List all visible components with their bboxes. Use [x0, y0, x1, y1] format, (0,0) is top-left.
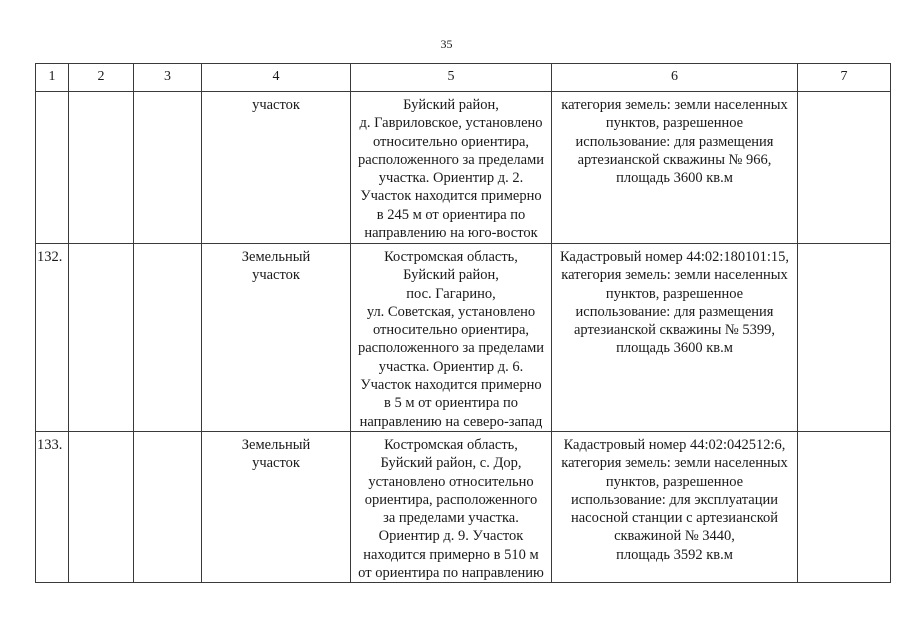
characteristics-line: площадь 3600 кв.м: [616, 170, 733, 187]
location-line: Участок находится примерно: [360, 188, 542, 205]
location-line: участка. Ориентир д. 6.: [378, 358, 524, 375]
location-line: находится примерно в 510 м: [363, 546, 539, 563]
object-type-cell: [202, 244, 351, 432]
characteristics-line: пунктов, разрешенное: [605, 115, 744, 132]
header-cell-7: 7: [798, 64, 891, 92]
characteristics-line: использование: для размещения: [575, 133, 774, 150]
col2-cell: [69, 244, 134, 432]
location-line: от ориентира по направлению: [358, 565, 544, 582]
row-number-cell: 132.: [36, 244, 69, 432]
characteristics-line: площадь 3592 кв.м: [616, 546, 733, 563]
col7-cell: [798, 244, 891, 432]
characteristics-cell: [552, 92, 798, 244]
header-cell-6: 6: [552, 64, 798, 92]
col2-cell: [69, 431, 134, 582]
location-line: Буйский район,: [403, 97, 499, 113]
location-line: за пределами участка.: [383, 510, 519, 527]
col2-cell: [69, 92, 134, 244]
location-line: ул. Советская, установлено: [366, 303, 536, 320]
header-row: [36, 64, 891, 92]
location-line: участка. Ориентир д. 2.: [378, 170, 524, 187]
table-row: [36, 431, 891, 582]
location-line: в 5 м от ориентира по: [383, 395, 519, 412]
location-line: расположенного за пределами: [357, 151, 545, 168]
location-line: Буйский район, с. Дор,: [380, 455, 522, 472]
page-number: 35: [440, 37, 453, 51]
col7-cell: [798, 431, 891, 582]
location-line: д. Гавриловское, установлено: [359, 115, 543, 132]
table-row: [36, 92, 891, 244]
location-cell: [351, 431, 552, 582]
characteristics-line: категория земель: земли населенных: [561, 455, 788, 472]
header-cell-5: 5: [351, 64, 552, 92]
location-line: пос. Гагарино,: [406, 285, 496, 302]
location-line: относительно ориентира,: [372, 322, 530, 339]
location-cell: [351, 92, 552, 244]
location-line: установлено относительно: [368, 473, 534, 490]
col3-cell: [134, 92, 202, 244]
location-line: Ориентир д. 9. Участок: [378, 528, 524, 545]
col7-cell: [798, 92, 891, 244]
location-line: Буйский район,: [403, 267, 499, 284]
characteristics-line: насосной станции с артезианской: [570, 510, 779, 527]
characteristics-line: артезианской скважины № 5399,: [573, 322, 776, 339]
location-line: Участок находится примерно: [360, 377, 542, 394]
characteristics-line: Кадастровый номер 44:02:042512:6,: [563, 436, 786, 453]
characteristics-line: артезианской скважины № 966,: [577, 151, 772, 168]
col3-cell: [134, 244, 202, 432]
characteristics-line: категория земель: земли населенных: [561, 267, 788, 284]
header-cell-1: 1: [36, 64, 69, 92]
location-cell: [351, 244, 552, 432]
characteristics-line: использование: для эксплуатации: [570, 491, 779, 508]
object-type-cell: [202, 92, 351, 244]
location-line: направлению на северо-запад: [359, 413, 543, 430]
characteristics-line: пунктов, разрешенное: [605, 473, 744, 490]
object-type-cell: [202, 431, 351, 582]
characteristics-cell: [552, 431, 798, 582]
location-line: Костромская область,: [384, 249, 518, 265]
header-cell-4: 4: [202, 64, 351, 92]
object-type-line: Земельный: [241, 436, 311, 453]
object-type-line: участок: [252, 455, 300, 472]
object-type-line: участок: [252, 97, 300, 113]
characteristics-line: площадь 3600 кв.м: [616, 340, 733, 357]
row-number-cell: 133.: [36, 431, 69, 582]
characteristics-line: Кадастровый номер 44:02:180101:15,: [559, 249, 790, 265]
header-cell-3: 3: [134, 64, 202, 92]
characteristics-line: использование: для размещения: [575, 303, 774, 320]
location-line: Костромская область,: [384, 436, 518, 453]
location-line: относительно ориентира,: [372, 133, 530, 150]
location-line: в 245 м от ориентира по: [376, 206, 526, 223]
table-row: [36, 244, 891, 432]
location-line: направлению на юго-восток: [364, 225, 538, 242]
characteristics-line: скважиной № 3440,: [614, 528, 735, 545]
characteristics-line: категория земель: земли населенных: [561, 97, 788, 113]
location-line: расположенного за пределами: [357, 340, 545, 357]
row-number-cell: [36, 92, 69, 244]
object-type-line: участок: [252, 267, 300, 284]
land-plots-table: [35, 63, 891, 583]
location-line: ориентира, расположенного: [364, 491, 538, 508]
characteristics-cell: [552, 244, 798, 432]
col3-cell: [134, 431, 202, 582]
object-type-line: Земельный: [241, 249, 311, 265]
characteristics-line: пунктов, разрешенное: [605, 285, 744, 302]
header-cell-2: 2: [69, 64, 134, 92]
